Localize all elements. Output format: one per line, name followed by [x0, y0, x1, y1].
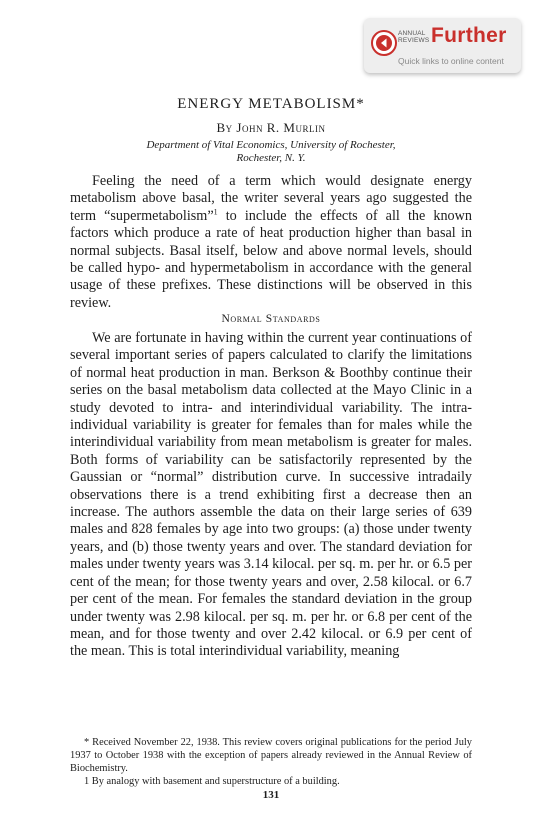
author-affiliation: [100, 139, 442, 165]
footnote-ref-1: 1: [213, 207, 218, 217]
affiliation-line-1: Department of Vital Economics, University of Rochester,: [146, 139, 396, 151]
article-author: By John R. Murlin: [216, 120, 326, 135]
intro-paragraph: [70, 173, 472, 312]
annual-reviews-wordmark: [398, 30, 430, 44]
further-subtitle: Quick links to online content: [398, 56, 504, 66]
reviews-label: REVIEWS: [398, 37, 430, 44]
affiliation-line-2: Rochester, N. Y.: [236, 152, 306, 164]
page-number: 131: [262, 789, 280, 801]
intro-text-a: Feeling the need of a term which would designate energy metabolism above basal, the writer several years ago suggested the term “supermetabolism”: [70, 173, 472, 224]
further-badge[interactable]: [364, 18, 521, 73]
intro-text-b: to include the effects of all the known factors which produce a rate of heat production higher than basal in normal subjects. Basal itself, below and above normal levels, should be called hypo- and hypermetabolism in accordance with the general usage of these prefixes. These distinctions will be observed in this review.: [70, 207, 472, 311]
footnote-1: 1 By analogy with basement and superstructure of a building.: [84, 776, 340, 787]
normal-standards-paragraph: We are fortunate in having within the current year continuations of several important series of papers calculated to clarify the limitations of normal heat production in man. Berkson & Boothby continue their series on the basal metabolism data collected at the Mayo Clinic in a study devoted to intra- and interindividual variability. The intra-individual variability is greater for females than for males while the interindividual variability from mean metabolism is greater for males. Both forms of variability can be satisfactorily represented by the Gaussian or “normal” distribution curve. In successive intradaily observations there is a trend exhibiting first a decrease then an increase. The authors assemble the data on their large series of 639 males and 828 females by age into two groups: (a) those under twenty years, and (b) those twenty years and over. The standard deviation for males under twenty years was 3.14 kilocal. per sq. m. per hr. or 6.5 per cent of the mean; for those twenty years and over, 2.58 kilocal. or 6.7 per cent of the mean. For females the standard deviation in the group under twenty was 2.98 kilocal. per sq. m. per hr. or 6.8 per cent of the mean, and for those twenty and over 2.42 kilocal. or 6.9 per cent of the mean. This is total interindividual variability, meaning: [70, 330, 472, 660]
play-arrow-icon: [371, 30, 397, 56]
further-title: Further: [431, 24, 507, 47]
article-title: ENERGY METABOLISM*: [177, 96, 365, 112]
section-heading: Normal Standards: [221, 313, 321, 325]
annual-label: ANNUAL: [398, 30, 426, 37]
footnote-received: * Received November 22, 1938. This review covers original publications for the period July 1937 to October 1938 with the exception of papers already reviewed in the Annual Review of Biochemistry.: [70, 737, 472, 774]
